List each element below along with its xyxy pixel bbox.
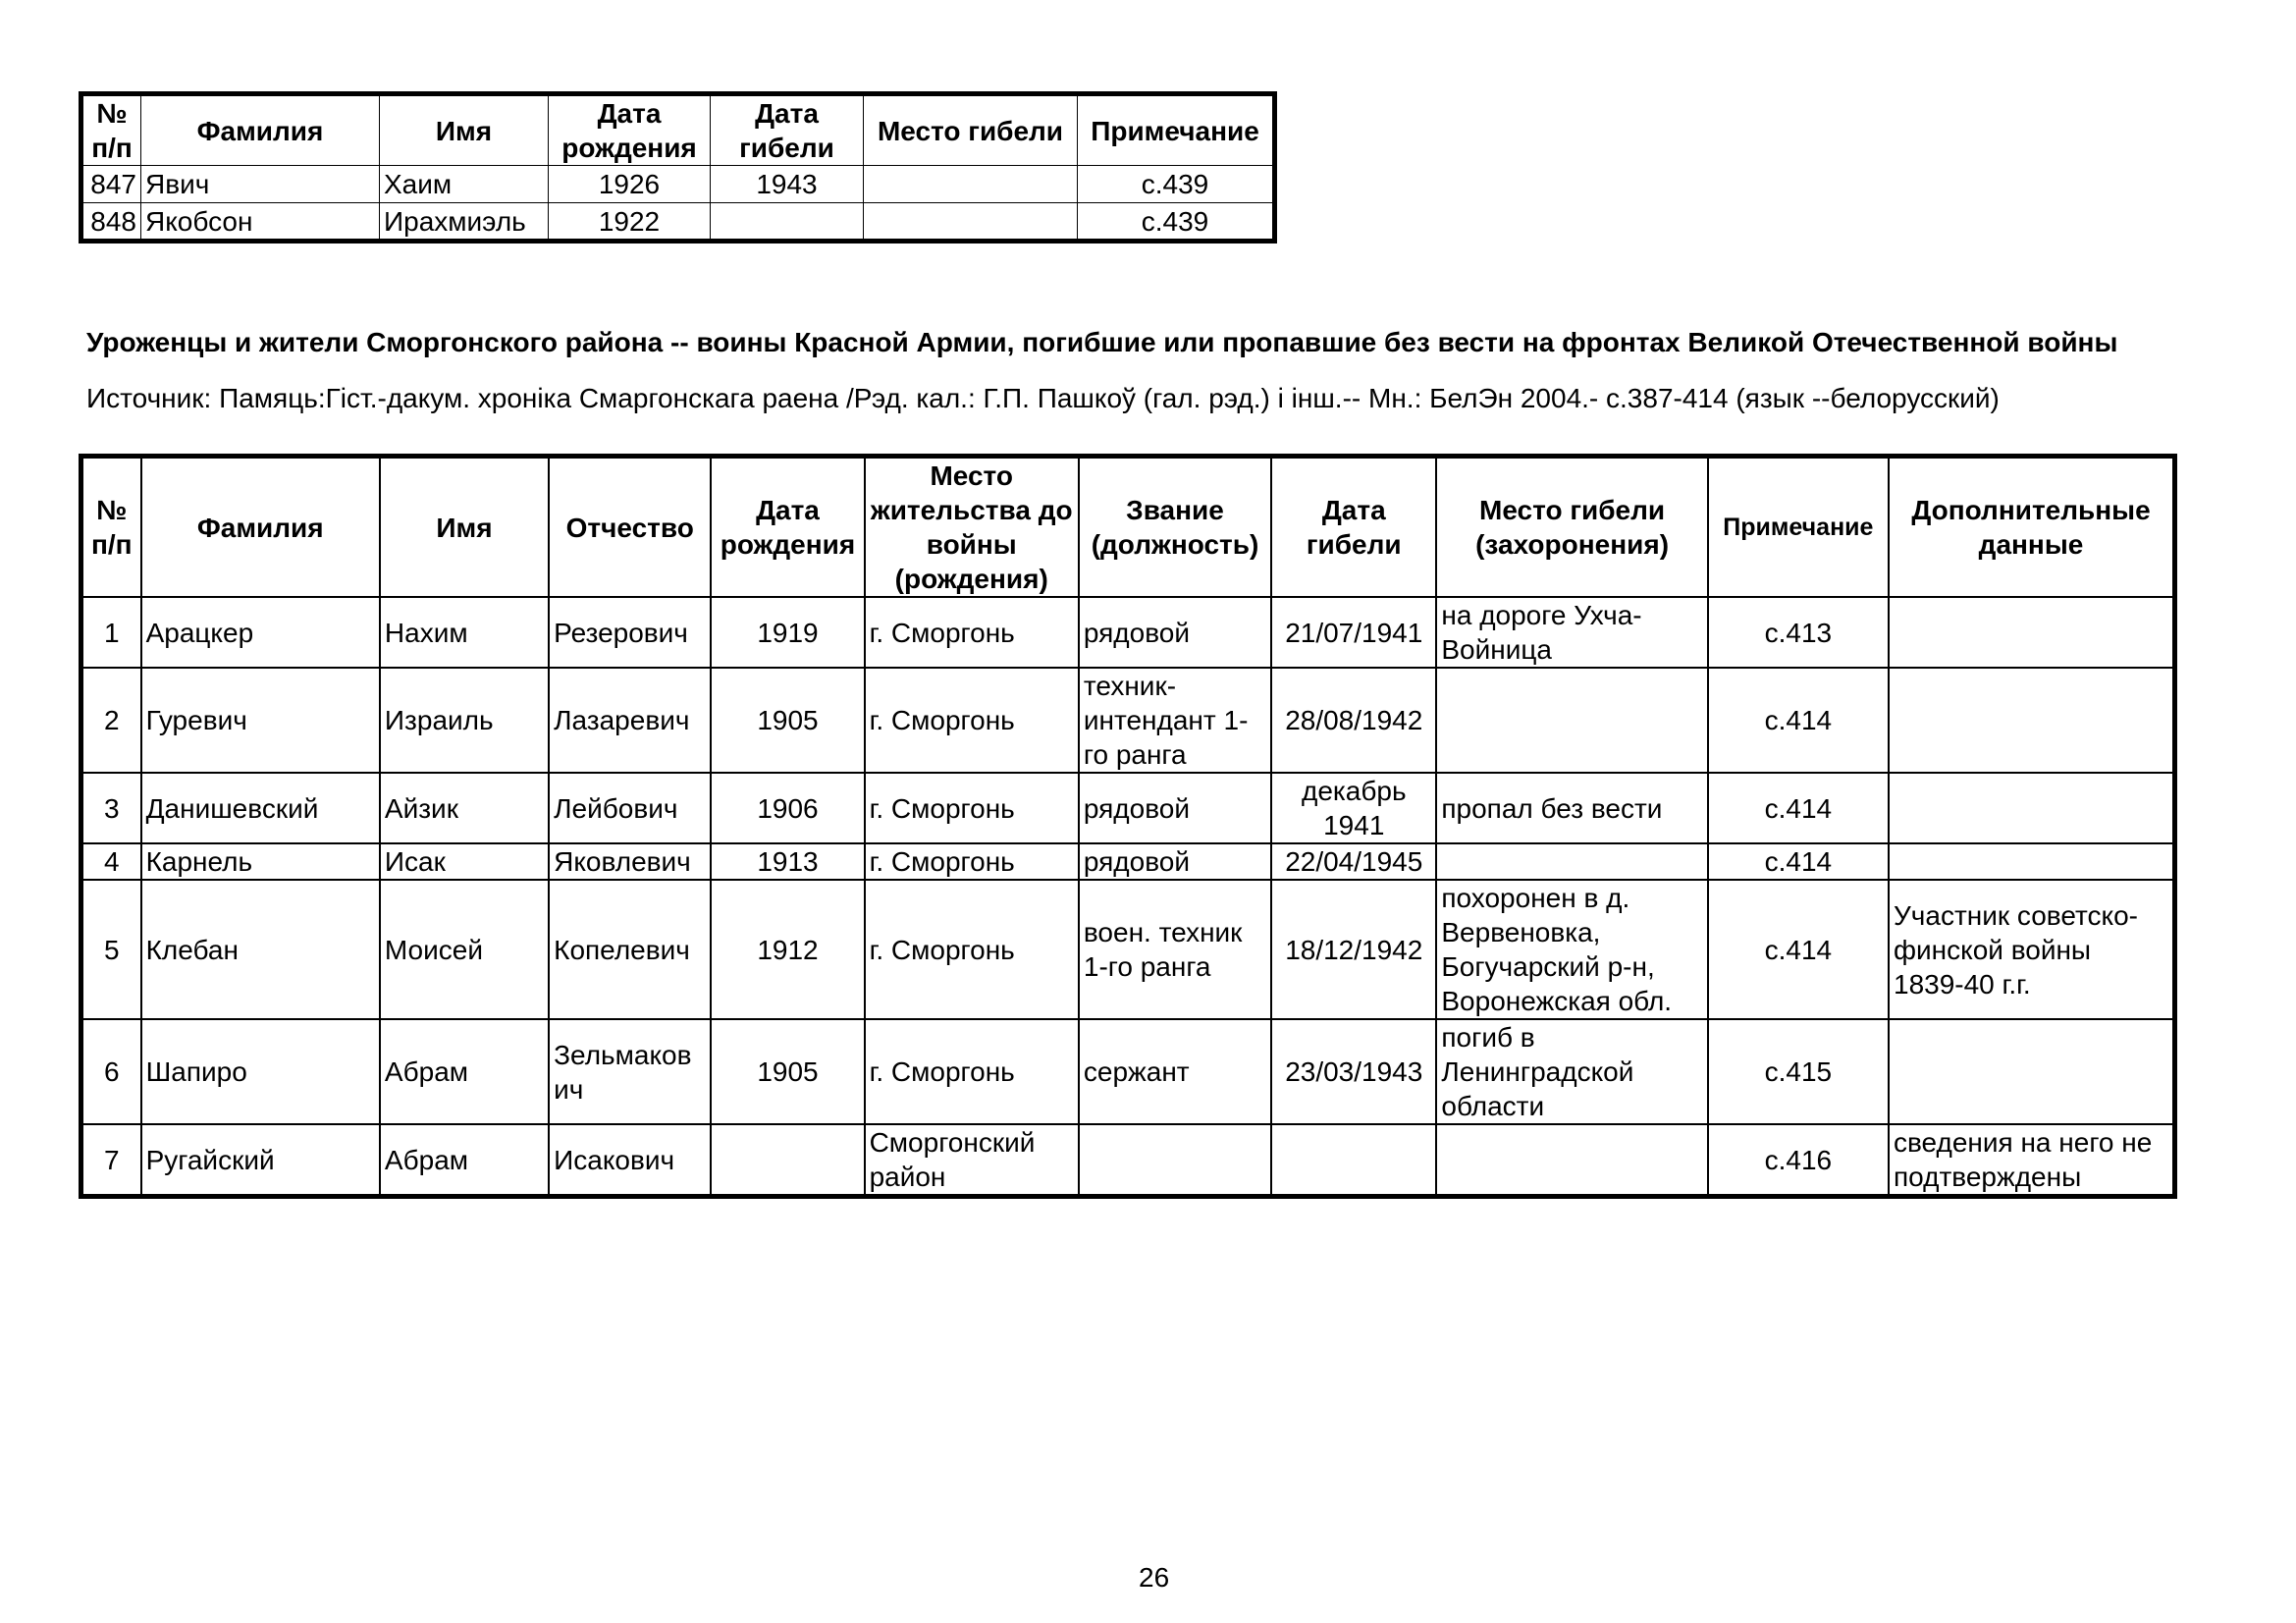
cell: Яковлевич [549,843,711,880]
cell [1436,843,1707,880]
table-row [82,880,2174,1019]
cell: 1943 [711,166,864,203]
header-cell: № п/п [82,95,141,166]
table-header-row [82,458,2174,598]
cell: Лейбович [549,773,711,843]
header-cell: Место жительства до войны (рождения) [865,458,1079,598]
cell: Абрам [380,1124,549,1196]
cell [1436,668,1707,773]
cell: рядовой [1079,597,1271,668]
cell [864,166,1078,203]
cell: 3 [82,773,141,843]
header-cell: Имя [380,95,549,166]
cell: Хаим [380,166,549,203]
cell: Абрам [380,1019,549,1124]
cell: с.439 [1078,203,1274,241]
cell [864,203,1078,241]
cell: Моисей [380,880,549,1019]
table-header-row [82,95,1274,166]
soldiers-table [80,456,2175,1197]
header-cell: Звание (должность) [1079,458,1271,598]
header-cell: Имя [380,458,549,598]
table-row [82,773,2174,843]
header-cell: Дата гибели [711,95,864,166]
cell: г. Сморгонь [865,773,1079,843]
page-number: 26 [1139,1562,1170,1593]
cell: сведения на него не подтверждены [1889,1124,2174,1196]
cell: 848 [82,203,141,241]
header-cell: Дата рождения [711,458,864,598]
header-cell: Дата гибели [1271,458,1436,598]
table-row [82,166,1274,203]
cell [1271,1124,1436,1196]
source-citation: Источник: Памяць:Гіст.-дакум. хроніка Смаргонскага раена /Рэд. кал.: Г.П. Пашкоў (гал. рэд.) і інш.-- Мн.: БелЭн 2004.- с.387-414 (язык --белорусский) [86,383,2000,413]
header-cell: Примечание [1078,95,1274,166]
cell: Данишевский [141,773,380,843]
cell: г. Сморгонь [865,843,1079,880]
cell: Нахим [380,597,549,668]
cell: 4 [82,843,141,880]
cell: г. Сморгонь [865,597,1079,668]
cell: Лазаревич [549,668,711,773]
cell: с.414 [1708,668,1889,773]
cell: Израиль [380,668,549,773]
cell [1889,597,2174,668]
cell: рядовой [1079,773,1271,843]
cell: с.415 [1708,1019,1889,1124]
header-cell: № п/п [82,458,141,598]
table-row [82,597,2174,668]
table-continued [80,93,1275,242]
cell: декабрь 1941 [1271,773,1436,843]
cell [1436,1124,1707,1196]
cell: 1922 [549,203,711,241]
cell: 1926 [549,166,711,203]
cell: с.413 [1708,597,1889,668]
cell: Резерович [549,597,711,668]
cell: 847 [82,166,141,203]
cell: похоронен в д. Вервеновка, Богучарский р-н, Воронежская обл. [1436,880,1707,1019]
table-row [82,843,2174,880]
header-cell: Примечание [1708,458,1889,598]
cell: сержант [1079,1019,1271,1124]
cell: погиб в Ленинградской области [1436,1019,1707,1124]
table-row [82,1019,2174,1124]
cell: с.416 [1708,1124,1889,1196]
header-cell: Отчество [549,458,711,598]
cell: Шапиро [141,1019,380,1124]
cell: на дороге Ухча-Войница [1436,597,1707,668]
table-row [82,203,1274,241]
cell: 1 [82,597,141,668]
cell: 1905 [711,668,864,773]
cell: 28/08/1942 [1271,668,1436,773]
cell: рядовой [1079,843,1271,880]
cell [1889,1019,2174,1124]
cell: Гуревич [141,668,380,773]
cell: 22/04/1945 [1271,843,1436,880]
header-cell: Фамилия [141,95,380,166]
cell: 1905 [711,1019,864,1124]
cell: 21/07/1941 [1271,597,1436,668]
cell: Карнель [141,843,380,880]
cell [1079,1124,1271,1196]
cell: 1912 [711,880,864,1019]
section-heading: Уроженцы и жители Сморгонского района -- воины Красной Армии, погибшие или пропавшие без вести на фронтах Великой Отечественной войны [86,327,2118,357]
header-cell: Место гибели (захоронения) [1436,458,1707,598]
cell: 2 [82,668,141,773]
cell: с.414 [1708,773,1889,843]
cell [1889,668,2174,773]
cell: 6 [82,1019,141,1124]
cell: г. Сморгонь [865,668,1079,773]
cell [711,203,864,241]
cell: Копелевич [549,880,711,1019]
cell: Явич [141,166,380,203]
cell: Исакович [549,1124,711,1196]
cell: с.439 [1078,166,1274,203]
cell [711,1124,864,1196]
cell: г. Сморгонь [865,880,1079,1019]
cell: Айзик [380,773,549,843]
cell: 1919 [711,597,864,668]
cell: 18/12/1942 [1271,880,1436,1019]
cell: 23/03/1943 [1271,1019,1436,1124]
cell: Арацкер [141,597,380,668]
header-cell: Дополнительные данные [1889,458,2174,598]
cell: Участник советско-финской войны 1839-40 г.г. [1889,880,2174,1019]
cell: Якобсон [141,203,380,241]
cell [1889,843,2174,880]
cell: Ругайский [141,1124,380,1196]
cell: 5 [82,880,141,1019]
cell: с.414 [1708,843,1889,880]
table-row [82,1124,2174,1196]
cell: с.414 [1708,880,1889,1019]
cell: техник-интендант 1-го ранга [1079,668,1271,773]
cell: Сморгонский район [865,1124,1079,1196]
cell [1889,773,2174,843]
cell: воен. техник 1-го ранга [1079,880,1271,1019]
cell: 1913 [711,843,864,880]
cell: Исак [380,843,549,880]
cell: Зельмакович [549,1019,711,1124]
header-cell: Место гибели [864,95,1078,166]
cell: 7 [82,1124,141,1196]
header-cell: Фамилия [141,458,380,598]
cell: г. Сморгонь [865,1019,1079,1124]
cell: пропал без вести [1436,773,1707,843]
cell: 1906 [711,773,864,843]
table-row [82,668,2174,773]
cell: Клебан [141,880,380,1019]
cell: Ирахмиэль [380,203,549,241]
header-cell: Дата рождения [549,95,711,166]
